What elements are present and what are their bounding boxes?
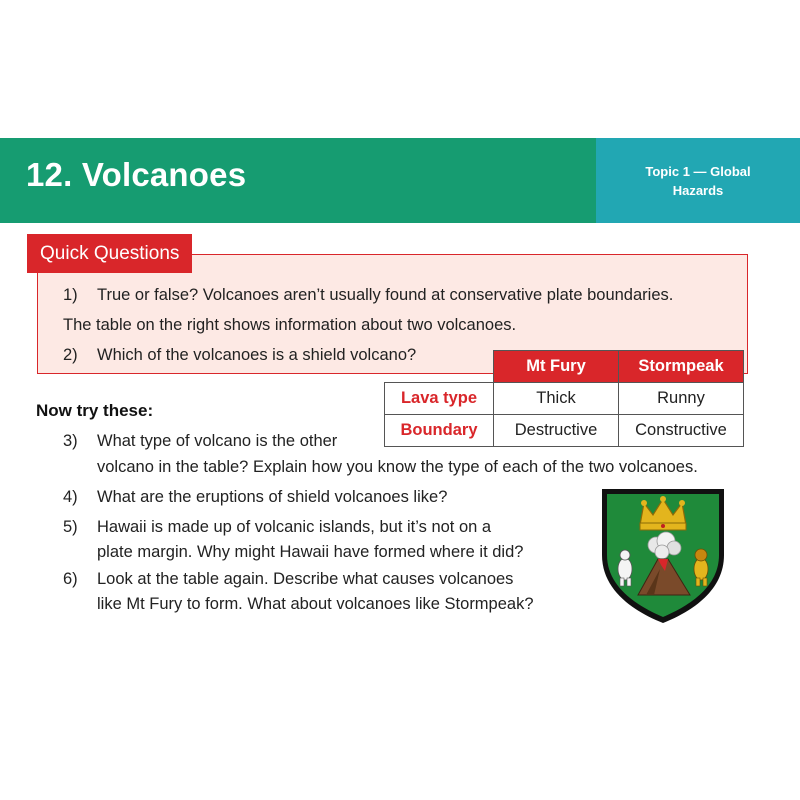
question-5-number: 5) <box>63 518 78 536</box>
column-header-mt-fury: Mt Fury <box>494 351 619 383</box>
table-cell: Thick <box>494 382 619 414</box>
topic-label: Topic 1 — Global Hazards <box>645 163 751 198</box>
question-3-line-2: volcano in the table? Explain how you know the type of each of the two volcanoes. <box>97 458 698 476</box>
question-3-number: 3) <box>63 432 78 450</box>
table-corner <box>385 351 494 383</box>
question-6-line-1: Look at the table again. Describe what causes volcanoes <box>97 570 514 588</box>
page-title: 12. Volcanoes <box>26 156 247 193</box>
question-6-line-2: like Mt Fury to form. What about volcanoes like Stormpeak? <box>97 595 534 613</box>
question-2-number: 2) <box>63 346 78 364</box>
coat-of-arms-volcano-icon <box>598 485 728 625</box>
question-2-text: Which of the volcanoes is a shield volcano? <box>97 346 417 364</box>
table-row <box>385 414 744 446</box>
question-3-line-1: What type of volcano is the other <box>97 432 338 450</box>
question-1-text: True or false? Volcanoes aren’t usually found at conservative plate boundaries. <box>97 286 674 304</box>
row-header-lava-type: Lava type <box>385 382 494 414</box>
quick-questions-tab: Quick Questions <box>27 234 192 273</box>
table-row <box>385 382 744 414</box>
now-try-heading: Now try these: <box>36 401 154 420</box>
question-4-text: What are the eruptions of shield volcanoes like? <box>97 488 448 506</box>
topic-badge <box>596 138 800 223</box>
table-cell: Constructive <box>619 414 744 446</box>
title-banner <box>0 138 596 223</box>
table-cell: Runny <box>619 382 744 414</box>
table-header-row <box>385 351 744 383</box>
question-4-number: 4) <box>63 488 78 506</box>
question-5-line-1: Hawaii is made up of volcanic islands, but it’s not on a <box>97 518 492 536</box>
column-header-stormpeak: Stormpeak <box>619 351 744 383</box>
question-5-line-2: plate margin. Why might Hawaii have formed where it did? <box>97 543 524 561</box>
table-cell: Destructive <box>494 414 619 446</box>
row-header-boundary: Boundary <box>385 414 494 446</box>
question-6-number: 6) <box>63 570 78 588</box>
volcano-table <box>384 350 744 447</box>
table-intro-text: The table on the right shows information about two volcanoes. <box>63 316 517 334</box>
question-1-number: 1) <box>63 286 78 304</box>
